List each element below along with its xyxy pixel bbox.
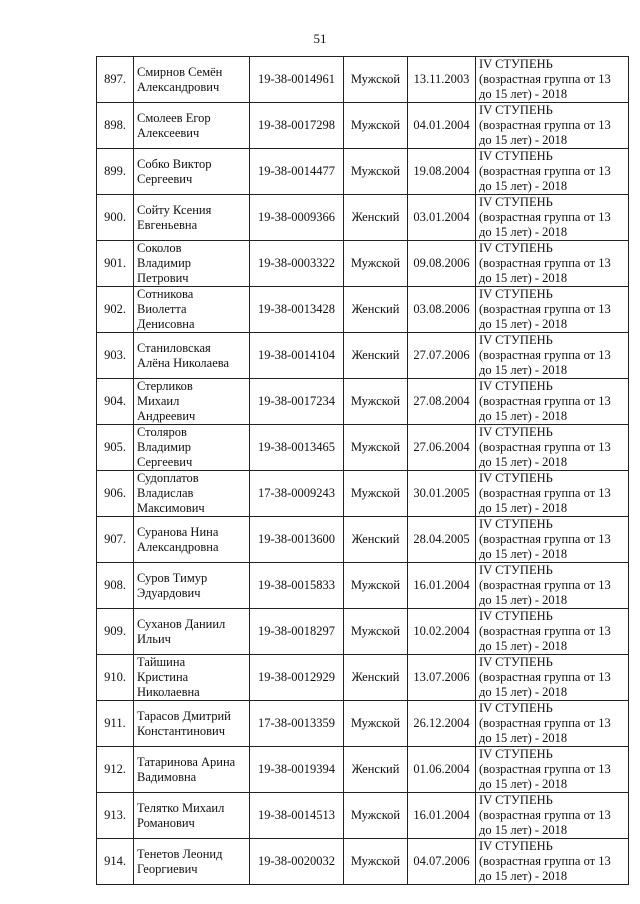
birth-date: 01.06.2004 — [408, 747, 476, 793]
award-level-line: IV СТУПЕНЬ — [479, 287, 553, 301]
full-name-line: Смолеев Егор — [137, 110, 211, 125]
birth-date: 09.08.2006 — [408, 241, 476, 287]
participant-id: 19-38-0018297 — [250, 609, 344, 655]
birth-date: 03.08.2006 — [408, 287, 476, 333]
participant-id: 19-38-0015833 — [250, 563, 344, 609]
full-name — [134, 333, 250, 379]
award-level — [476, 149, 629, 195]
award-level — [476, 609, 629, 655]
full-name-line: Алексеевич — [137, 125, 200, 140]
award-level-line: (возрастная группа от 13 — [479, 670, 611, 684]
full-name-line: Стерликов — [137, 379, 193, 393]
gender: Мужской — [344, 57, 408, 103]
award-level-line: (возрастная группа от 13 — [479, 808, 611, 822]
table-row — [97, 609, 629, 655]
row-number: 904. — [97, 379, 134, 425]
participant-id: 17-38-0009243 — [250, 471, 344, 517]
award-level-line: (возрастная группа от 13 — [479, 854, 611, 868]
award-level-line: до 15 лет) - 2018 — [479, 271, 568, 285]
participant-id: 19-38-0014477 — [250, 149, 344, 195]
participant-id: 19-38-0017234 — [250, 379, 344, 425]
award-level-line: (возрастная группа от 13 — [479, 532, 611, 546]
full-name-line: Владимир — [137, 440, 192, 454]
full-name-line: Кристина — [137, 670, 189, 684]
full-name-line: Эдуардович — [137, 585, 201, 600]
award-level-line: (возрастная группа от 13 — [479, 348, 611, 362]
full-name-line: Алёна Николаева — [137, 355, 230, 370]
award-level-line: (возрастная группа от 13 — [479, 440, 611, 454]
award-level-line: (возрастная группа от 13 — [479, 118, 611, 132]
participant-id: 19-38-0014961 — [250, 57, 344, 103]
birth-date: 16.01.2004 — [408, 563, 476, 609]
full-name-line: Андреевич — [137, 409, 196, 423]
award-level-line: до 15 лет) - 2018 — [479, 869, 568, 883]
award-level — [476, 655, 629, 701]
full-name — [134, 195, 250, 241]
award-level — [476, 563, 629, 609]
award-level-line: (возрастная группа от 13 — [479, 486, 611, 500]
table-row — [97, 425, 629, 471]
participant-id: 19-38-0014104 — [250, 333, 344, 379]
award-level-line: (возрастная группа от 13 — [479, 72, 611, 86]
full-name — [134, 793, 250, 839]
row-number: 912. — [97, 747, 134, 793]
award-level-line: IV СТУПЕНЬ — [479, 57, 553, 71]
row-number: 902. — [97, 287, 134, 333]
full-name-line: Евгеньевна — [137, 217, 198, 232]
participant-id: 19-38-0013465 — [250, 425, 344, 471]
award-level — [476, 425, 629, 471]
full-name-line: Владимир — [137, 256, 192, 270]
award-level-line: до 15 лет) - 2018 — [479, 179, 568, 193]
award-level-line: до 15 лет) - 2018 — [479, 639, 568, 653]
award-level — [476, 379, 629, 425]
full-name-line: Александрович — [137, 79, 220, 94]
birth-date: 10.02.2004 — [408, 609, 476, 655]
full-name — [134, 517, 250, 563]
birth-date: 13.07.2006 — [408, 655, 476, 701]
table-row — [97, 517, 629, 563]
full-name-line: Тарасов Дмитрий — [137, 708, 231, 723]
row-number: 906. — [97, 471, 134, 517]
award-level-line: до 15 лет) - 2018 — [479, 317, 568, 331]
table-row — [97, 655, 629, 701]
birth-date: 19.08.2004 — [408, 149, 476, 195]
participant-id: 19-38-0019394 — [250, 747, 344, 793]
award-level-line: IV СТУПЕНЬ — [479, 747, 553, 761]
gender: Женский — [344, 195, 408, 241]
full-name-line: Максимович — [137, 501, 205, 515]
table-row — [97, 333, 629, 379]
gender: Женский — [344, 333, 408, 379]
birth-date: 30.01.2005 — [408, 471, 476, 517]
full-name-line: Суханов Даниил — [137, 616, 226, 631]
award-level-line: IV СТУПЕНЬ — [479, 425, 553, 439]
gender: Мужской — [344, 793, 408, 839]
birth-date: 13.11.2003 — [408, 57, 476, 103]
table-row — [97, 701, 629, 747]
award-level-line: IV СТУПЕНЬ — [479, 149, 553, 163]
full-name-line: Судоплатов — [137, 471, 199, 485]
full-name — [134, 287, 250, 333]
award-level — [476, 701, 629, 747]
gender: Мужской — [344, 563, 408, 609]
row-number: 897. — [97, 57, 134, 103]
gender: Мужской — [344, 379, 408, 425]
award-level-line: IV СТУПЕНЬ — [479, 241, 553, 255]
gender: Мужской — [344, 701, 408, 747]
birth-date: 27.07.2006 — [408, 333, 476, 379]
award-level-line: IV СТУПЕНЬ — [479, 103, 553, 117]
row-number: 898. — [97, 103, 134, 149]
participant-id: 19-38-0017298 — [250, 103, 344, 149]
full-name-line: Сергеевич — [137, 171, 193, 186]
award-level-line: IV СТУПЕНЬ — [479, 379, 553, 393]
award-level-line: до 15 лет) - 2018 — [479, 225, 568, 239]
birth-date: 27.06.2004 — [408, 425, 476, 471]
table-row — [97, 793, 629, 839]
award-level-line: до 15 лет) - 2018 — [479, 547, 568, 561]
full-name — [134, 563, 250, 609]
row-number: 901. — [97, 241, 134, 287]
gender: Мужской — [344, 839, 408, 885]
award-level-line: IV СТУПЕНЬ — [479, 333, 553, 347]
birth-date: 27.08.2004 — [408, 379, 476, 425]
row-number: 911. — [97, 701, 134, 747]
participant-id: 19-38-0014513 — [250, 793, 344, 839]
award-level-line: (возрастная группа от 13 — [479, 210, 611, 224]
table-row — [97, 839, 629, 885]
full-name-line: Николаевна — [137, 685, 200, 699]
full-name-line: Суранова Нина — [137, 524, 219, 539]
table-row — [97, 471, 629, 517]
records-table — [96, 56, 629, 885]
full-name — [134, 379, 250, 425]
row-number: 910. — [97, 655, 134, 701]
full-name-line: Станиловская — [137, 340, 211, 355]
table-row — [97, 149, 629, 195]
award-level — [476, 793, 629, 839]
table-body — [97, 57, 629, 885]
full-name — [134, 701, 250, 747]
table-row — [97, 379, 629, 425]
award-level-line: (возрастная группа от 13 — [479, 164, 611, 178]
birth-date: 28.04.2005 — [408, 517, 476, 563]
full-name-line: Сергеевич — [137, 455, 193, 469]
row-number: 908. — [97, 563, 134, 609]
gender: Женский — [344, 517, 408, 563]
award-level-line: до 15 лет) - 2018 — [479, 593, 568, 607]
award-level — [476, 747, 629, 793]
participant-id: 19-38-0013600 — [250, 517, 344, 563]
award-level-line: IV СТУПЕНЬ — [479, 471, 553, 485]
full-name-line: Столяров — [137, 425, 187, 439]
birth-date: 26.12.2004 — [408, 701, 476, 747]
award-level — [476, 471, 629, 517]
full-name — [134, 747, 250, 793]
full-name-line: Виолетта — [137, 302, 187, 316]
award-level — [476, 517, 629, 563]
full-name — [134, 471, 250, 517]
award-level-line: (возрастная группа от 13 — [479, 716, 611, 730]
full-name-line: Сотникова — [137, 287, 194, 301]
full-name-line: Георгиевич — [137, 861, 198, 876]
award-level — [476, 103, 629, 149]
row-number: 913. — [97, 793, 134, 839]
row-number: 905. — [97, 425, 134, 471]
full-name-line: Петрович — [137, 271, 189, 285]
row-number: 909. — [97, 609, 134, 655]
award-level-line: до 15 лет) - 2018 — [479, 823, 568, 837]
award-level — [476, 57, 629, 103]
full-name-line: Соколов — [137, 241, 182, 255]
award-level-line: (возрастная группа от 13 — [479, 624, 611, 638]
full-name-line: Романович — [137, 815, 195, 830]
full-name-line: Сойту Ксения — [137, 202, 212, 217]
table-row — [97, 57, 629, 103]
participant-id: 17-38-0013359 — [250, 701, 344, 747]
full-name-line: Собко Виктор — [137, 156, 212, 171]
full-name-line: Михаил — [137, 394, 180, 408]
award-level-line: IV СТУПЕНЬ — [479, 655, 553, 669]
full-name-line: Денисовна — [137, 317, 195, 331]
full-name-line: Владислав — [137, 486, 194, 500]
award-level — [476, 287, 629, 333]
gender: Мужской — [344, 471, 408, 517]
award-level-line: до 15 лет) - 2018 — [479, 501, 568, 515]
award-level — [476, 333, 629, 379]
row-number: 899. — [97, 149, 134, 195]
award-level-line: до 15 лет) - 2018 — [479, 409, 568, 423]
full-name — [134, 149, 250, 195]
full-name-line: Константинович — [137, 723, 226, 738]
row-number: 907. — [97, 517, 134, 563]
table-row — [97, 195, 629, 241]
award-level-line: IV СТУПЕНЬ — [479, 195, 553, 209]
full-name-line: Тенетов Леонид — [137, 846, 223, 861]
table-row — [97, 103, 629, 149]
full-name-line: Ильич — [137, 631, 171, 646]
gender: Мужской — [344, 609, 408, 655]
award-level-line: IV СТУПЕНЬ — [479, 609, 553, 623]
award-level-line: до 15 лет) - 2018 — [479, 777, 568, 791]
full-name-line: Татаринова Арина — [137, 754, 236, 769]
row-number: 914. — [97, 839, 134, 885]
award-level-line: до 15 лет) - 2018 — [479, 363, 568, 377]
gender: Женский — [344, 287, 408, 333]
birth-date: 04.01.2004 — [408, 103, 476, 149]
page-number: 51 — [313, 31, 327, 46]
gender: Мужской — [344, 425, 408, 471]
award-level-line: IV СТУПЕНЬ — [479, 701, 553, 715]
gender: Женский — [344, 747, 408, 793]
participant-id: 19-38-0012929 — [250, 655, 344, 701]
award-level-line: (возрастная группа от 13 — [479, 578, 611, 592]
award-level-line: (возрастная группа от 13 — [479, 256, 611, 270]
participant-id: 19-38-0020032 — [250, 839, 344, 885]
participant-id: 19-38-0003322 — [250, 241, 344, 287]
gender: Мужской — [344, 103, 408, 149]
award-level-line: до 15 лет) - 2018 — [479, 731, 568, 745]
award-level-line: (возрастная группа от 13 — [479, 762, 611, 776]
award-level-line: IV СТУПЕНЬ — [479, 793, 553, 807]
award-level-line: IV СТУПЕНЬ — [479, 517, 553, 531]
full-name — [134, 609, 250, 655]
full-name-line: Вадимовна — [137, 769, 197, 784]
gender: Мужской — [344, 241, 408, 287]
award-level-line: до 15 лет) - 2018 — [479, 455, 568, 469]
gender: Женский — [344, 655, 408, 701]
table-row — [97, 747, 629, 793]
award-level — [476, 241, 629, 287]
full-name — [134, 241, 250, 287]
full-name — [134, 57, 250, 103]
full-name-line: Тайшина — [137, 655, 186, 669]
full-name — [134, 839, 250, 885]
full-name-line: Телятко Михаил — [137, 800, 225, 815]
award-level-line: IV СТУПЕНЬ — [479, 563, 553, 577]
full-name — [134, 103, 250, 149]
award-level — [476, 839, 629, 885]
full-name — [134, 425, 250, 471]
full-name-line: Смирнов Семён — [137, 64, 223, 79]
award-level-line: IV СТУПЕНЬ — [479, 839, 553, 853]
full-name-line: Суров Тимур — [137, 570, 208, 585]
row-number: 900. — [97, 195, 134, 241]
full-name-line: Александровна — [137, 539, 219, 554]
award-level-line: (возрастная группа от 13 — [479, 394, 611, 408]
birth-date: 03.01.2004 — [408, 195, 476, 241]
gender: Мужской — [344, 149, 408, 195]
table-row — [97, 287, 629, 333]
participant-id: 19-38-0013428 — [250, 287, 344, 333]
birth-date: 04.07.2006 — [408, 839, 476, 885]
full-name — [134, 655, 250, 701]
participant-id: 19-38-0009366 — [250, 195, 344, 241]
award-level-line: до 15 лет) - 2018 — [479, 133, 568, 147]
award-level-line: до 15 лет) - 2018 — [479, 685, 568, 699]
row-number: 903. — [97, 333, 134, 379]
award-level-line: (возрастная группа от 13 — [479, 302, 611, 316]
award-level — [476, 195, 629, 241]
award-level-line: до 15 лет) - 2018 — [479, 87, 568, 101]
table-row — [97, 241, 629, 287]
birth-date: 16.01.2004 — [408, 793, 476, 839]
table-row — [97, 563, 629, 609]
